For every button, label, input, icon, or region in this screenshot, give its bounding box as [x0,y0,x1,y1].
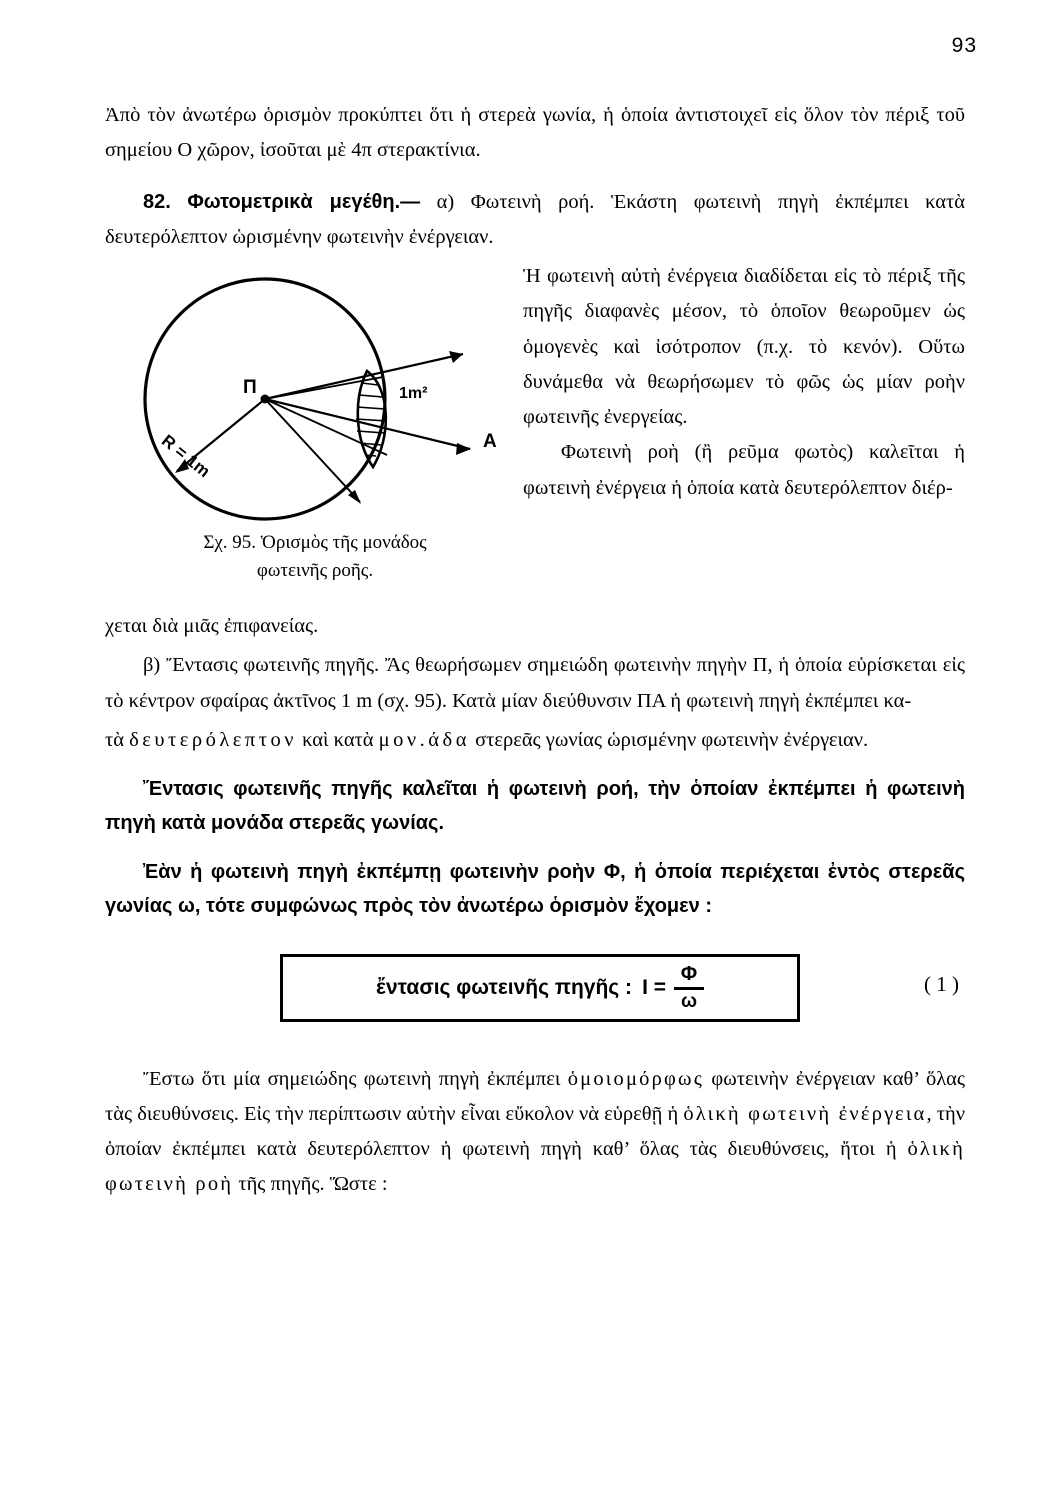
paragraph-beta-b [105,723,965,758]
formula-content [376,964,704,1012]
tail-spaced-2: ὁλικὴ φωτεινὴ ἐνέργεια [683,1102,927,1125]
label-area: 1m² [399,385,428,402]
tail-end: τῆς πηγῆς. Ὥστε : [233,1173,388,1196]
paragraph-wrap-2: Φωτεινὴ ροὴ (ἢ ρεῦμα φωτὸς) καλεῖται ἡ φωτεινὴ ἐνέργεια ἡ ὁποία κατὰ δευτερόλεπτον διέρ- [523,441,965,499]
body-column [105,98,965,1207]
formula-fraction [674,964,704,1012]
figure-caption [115,529,515,584]
section-title: Φωτομετρικὰ μεγέθη.— [187,190,421,213]
label-point-source: Π [243,377,257,398]
sphere-solid-angle-diagram [115,259,515,559]
formula-box [280,954,800,1022]
label-point-a: Α [483,431,497,452]
formula-denominator: ω [680,990,698,1012]
formula-numerator: Φ [680,962,698,985]
tail-spaced-3: ὁλικὴ φωτεινὴ ροὴ [105,1138,965,1196]
tail-pre: Ἔστω ὅτι μία σημειώδης φωτεινὴ πηγὴ ἐκπέμπει [143,1067,568,1090]
paragraph-definition: Ἔντασις φωτεινῆς πηγῆς καλεῖται ἡ φωτεινὴ ροή, τὴν ὁποίαν ἐκπέμπει ἡ φωτεινὴ πηγὴ κατὰ μονάδα στερεᾶς γωνίας. [105,778,965,835]
label-radius: R = 1m [158,431,214,482]
tail-mid-2: , τὴν ὁποίαν ἐκπέμπει κατὰ δευτερόλεπτον ἡ φωτεινὴ πηγὴ καθ’ ὅλας τὰς διευθύνσεις, ἤτοι ἡ [105,1102,966,1161]
paragraph-phi: Ἐὰν ἡ φωτεινὴ πηγὴ ἐκπέμπῃ φωτεινὴν ροὴν Φ, ἡ ὁποία περιέχεται ἐντὸς στερεᾶς γωνίας ω, τότε συμφώνως πρὸς τὸν ἀνωτέρω ὁρισμὸν ἔχομεν : [105,860,965,918]
paragraph-intro: Ἀπὸ τὸν ἀνωτέρω ὁρισμὸν προκύπτει ὅτι ἡ στερεὰ γωνία, ἡ ὁποία ἀντιστοιχεῖ εἰς ὅλον τὸν πέριξ τοῦ σημείου Ο χῶρον, ἰσοῦται μὲ 4π στερακτίνια. [105,104,965,162]
paragraph-after-wrap: χεται διὰ μιᾶς ἐπιφανείας. [105,615,319,637]
wrapped-text-column [523,259,965,506]
figure-diagram [115,259,515,607]
formula-number: ( 1 ) [924,971,959,996]
section-heading-rest: α) Φωτεινὴ ροή. Ἑκάστη φωτεινὴ πηγὴ ἐκπέμπει κατὰ δευτερόλεπτον ὡρισμένην φωτεινὴν ἐνέργειαν. [105,190,966,248]
figure-caption-line2: φωτεινῆς ροῆς. [256,559,374,581]
formula-label: ἔντασις φωτεινῆς πηγῆς : [375,975,633,999]
beta-b-pre: τὰ [105,728,130,751]
tail-spaced-1: ὁμοιομόρφως [567,1067,705,1090]
formula-symbol: Ι = [642,975,666,999]
paragraph-wrap-1: Ἡ φωτεινὴ αὐτὴ ἐνέργεια διαδίδεται εἰς τὸ πέριξ τῆς πηγῆς διαφανὲς μέσον, τὸ ὁποῖον θεωροῦμεν ὡς ὁμογενὲς καὶ ἰσότροπον (π.χ. τὸ κενόν). Οὕτω δυνάμεθα νὰ θεωρήσωμεν τὸ φῶς ὡς μίαν ροὴν φωτεινῆς ἐνεργείας. [523,265,965,428]
formula-row [105,954,965,1040]
fraction-bar [674,987,704,990]
beta-b-spaced-1: δευτερόλεπτον [129,728,298,751]
section-heading [105,185,965,256]
beta-b-spaced-2: μον.άδα [378,728,470,751]
figure-and-wrap-region [105,259,965,607]
section-number: 82. [143,190,171,213]
paragraph-tail [105,1062,965,1203]
beta-b-post: στερεᾶς γωνίας ὡρισμένην φωτεινὴν ἐνέργειαν. [469,728,869,751]
tail-mid-1: φωτεινὴν ἐνέργειαν καθ’ ὅλας τὰς διευθύνσεις. Εἰς τὴν περίπτωσιν αὐτὴν εἶναι εὔκολον νὰ εὑρεθῇ ἡ [105,1067,965,1125]
paragraph-beta-a: β) Ἔντασις φωτεινῆς πηγῆς. Ἄς θεωρήσωμεν σημειώδη φωτεινὴν πηγὴν Π, ἡ ὁποία εὑρίσκεται εἰς τὸ κέντρον σφαίρας ἀκτῖνος 1 m (σχ. 95). Κατὰ μίαν διεύθυνσιν ΠΑ ἡ φωτεινὴ πηγὴ ἐκπέμπει κα- [105,654,965,712]
beta-b-mid: καὶ κατὰ [297,728,379,751]
figure-caption-line1: Σχ. 95. Ὁρισμὸς τῆς μονάδος [203,532,427,553]
page-number: 93 [951,34,977,57]
